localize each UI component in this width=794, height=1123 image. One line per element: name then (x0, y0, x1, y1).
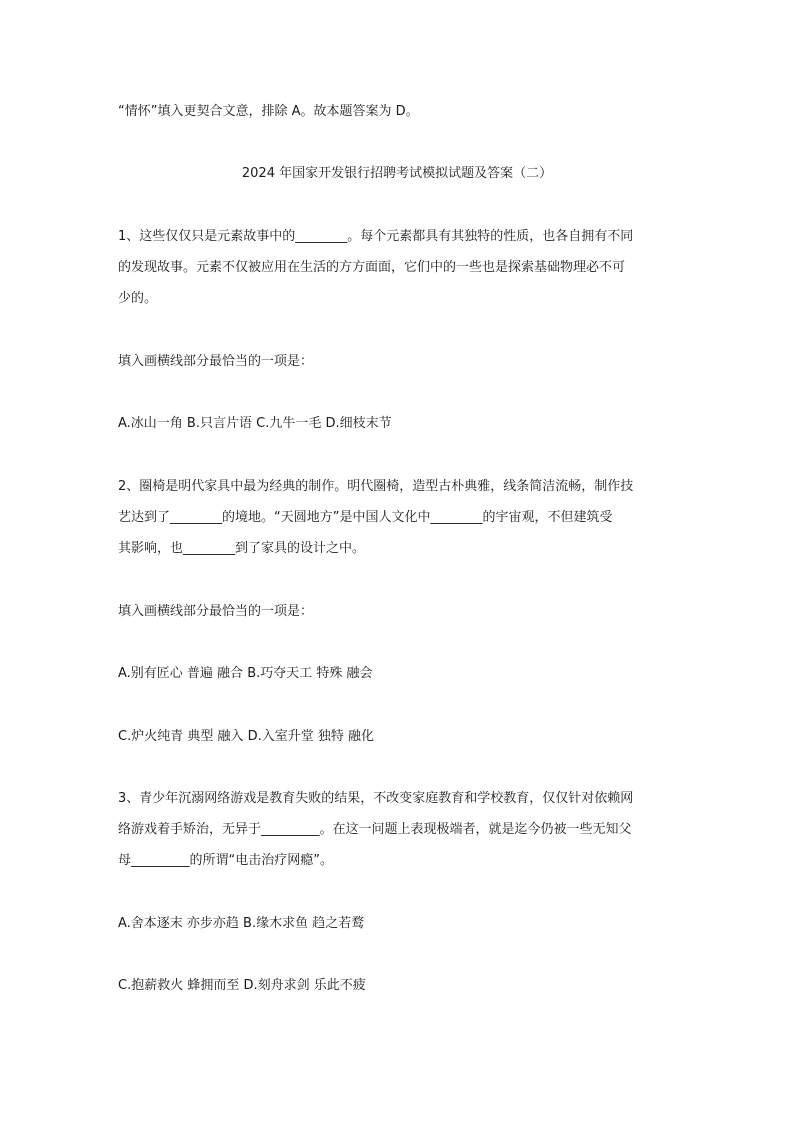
question-1-line-2: 的发现故事。元素不仅被应用在生活的方方面面，它们中的一些也是探索基础物理必不可 (118, 260, 626, 275)
question-3-line-3: 母_________的所谓“电击治疗网瘾”。 (118, 853, 333, 868)
question-2-line-2: 艺达到了________的境地。“天圆地方”是中国人文化中________的宇宙观，不但建筑受 (118, 510, 613, 525)
question-2-options-ab: A.别有匠心 普遍 融合 B.巧夺天工 特殊 融会 (118, 666, 373, 681)
page-title: 2024 年国家开发银行招聘考试模拟试题及答案（二） (241, 166, 553, 181)
question-3-line-2: 络游戏着手矫治，无异于_________。在这一问题上表现极端者，就是迄今仍被一些无知父 (118, 822, 632, 837)
question-1-line-3: 少的。 (118, 291, 158, 306)
question-3-options-ab: A.舍本逐末 亦步亦趋 B.缘木求鱼 趋之若鹜 (118, 916, 365, 931)
question-1-prompt: 填入画横线部分最恰当的一项是： (118, 354, 314, 369)
question-2-line-3: 其影响，也________到了家具的设计之中。 (118, 541, 366, 556)
question-3-options-cd: C.抱薪救火 蜂拥而至 D.刻舟求剑 乐此不疲 (118, 978, 366, 993)
question-2-line-1: 2、圈椅是明代家具中最为经典的制作。明代圈椅，造型古朴典雅，线条简洁流畅，制作技 (118, 479, 634, 494)
question-2-options-cd: C.炉火纯青 典型 融入 D.入室升堂 独特 融化 (118, 729, 375, 744)
question-2-prompt: 填入画横线部分最恰当的一项是： (118, 604, 314, 619)
question-3-line-1: 3、青少年沉溺网络游戏是教育失败的结果，不改变家庭教育和学校教育，仅仅针对依赖网 (118, 791, 634, 806)
intro-line: “情怀”填入更契合文意，排除 A。故本题答案为 D。 (118, 104, 419, 119)
question-1-line-1: 1、这些仅仅只是元素故事中的________。每个元素都具有其独特的性质，也各自拥有不同 (118, 229, 634, 244)
question-1-options: A.冰山一角 B.只言片语 C.九牛一毛 D.细枝末节 (118, 416, 392, 431)
